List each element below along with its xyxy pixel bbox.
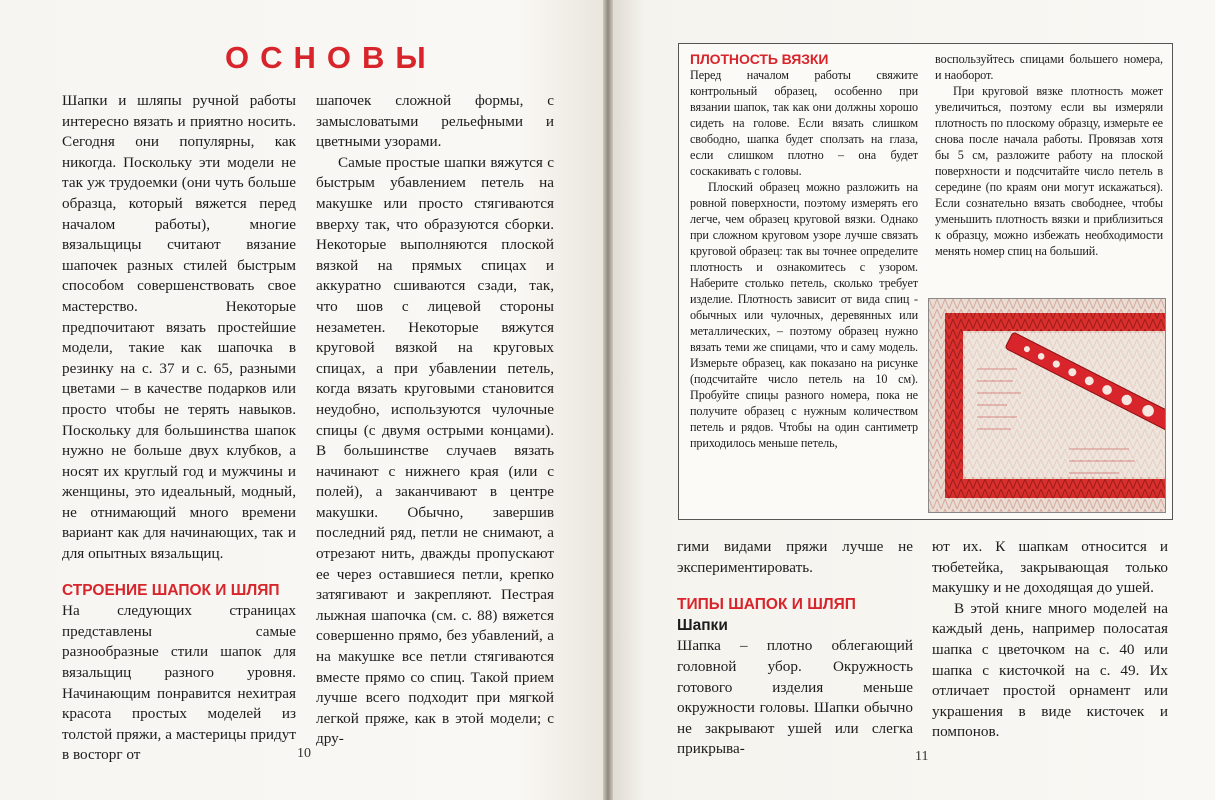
paragraph: При круговой вязке плотность может увеличиться, поэтому если вы измеряли плотность по плоскому образцу, измерьте ее снова после начала работы. Провязав хотя бы 5 см, разложите работу на плоской поверхности и подсчитайте число петель в середине (по краям они могут искажаться). Если сознательно вязать свободнее, чтобы уменьшить плотность вязки и приблизиться к образцу, можно избежать необходимости менять номер спиц на больший.: [935, 84, 1163, 258]
section-heading: СТРОЕНИЕ ШАПОК И ШЛЯП: [62, 581, 280, 599]
paragraph: Самые простые шапки вяжутся с быстрым убавлением петель на макушке или просто стягиваются вверху так, что образуются сборки. Некоторые выполняются плоской вязкой на прямых спицах и аккуратно сшиваются сзади, так, что шов с лицевой стороны незаметен. Некоторые вяжутся круговой вязкой на круговых спицах, а при убавлении петель, когда вязать круговыми становится неудобно, используются чулочные спицы (с двумя острыми концами). В большинстве случаев вязать начинают с нижнего края (или с полей), а заканчивают в центре макушки. Обычно, завершив последний ряд, петли не снимают, а отрезают нить, дважды пропускают ее через оставшиеся петли, крепко затягивают и закрепляют. Пестрая лыжная шапочка (см. с. 88) вяжется совершенно прямо, без убавлений, а на макушке все петли стягиваются вместе прямо со спиц. Такой прием лучше всего подходит при мягкой легкой пряже, как в этой модели; с дру-: [316, 153, 554, 748]
box-title: ПЛОТНОСТЬ ВЯЗКИ: [690, 51, 829, 67]
book-spine: [603, 0, 613, 800]
section-heading: ТИПЫ ШАПОК И ШЛЯП: [677, 596, 856, 614]
paragraph: На следующих страницах представлены самые разнообразные стили шапок для вязальщиц разного уровня. Начинающим понравится нехитрая красота простых моделей из толстой пряжи, а мастерицы придут в восторг от: [62, 602, 296, 764]
box-column-1: [690, 51, 918, 451]
paragraph: В этой книге много моделей на каждый день, например полосатая шапка с цветочком на с. 40 или шапка с кисточкой на с. 49. Их отличает простой орнамент или украшения в виде кисточек и помпонов.: [932, 599, 1168, 741]
paragraph: ют их. К шапкам относится и тюбетейка, закрывающая только макушку и не доходящая до ушей.: [932, 538, 1168, 597]
page-title: ОСНОВЫ: [225, 40, 437, 75]
right-column-1: [677, 537, 913, 760]
page-number: 11: [915, 749, 929, 764]
sub-heading: Шапки: [677, 616, 728, 634]
paragraph: Шапка – плотно облегающий головной убор. Окружность готового изделия меньше окружности головы. Шапки обычно не закрывают ушей или слегка прикрыва-: [677, 637, 913, 758]
left-column-2: [316, 91, 554, 750]
left-column-1: [62, 91, 296, 766]
paragraph: Шапки и шляпы ручной работы интересно вязать и приятно носить. Сегодня они популярны, как никогда. Поскольку эти модели не так уж трудоемки (они чуть больше образца, который вяжется перед началом работы), многие вязальщицы считают вязание шапочек разных стилей быстрым способом совершенствовать свое мастерство. Некоторые предпочитают вязать простейшие модели, такие как шапочка в резинку на с. 37 и с. 65, разными цветами – в качестве подарков или просто чтобы не терять навыков. Поскольку для большинства шапок нужно не больше двух клубков, а носят их круглый год и мужчины и женщины, это идеальный, модный, не отнимающий много времени вариант как для начинающих, так и для опытных вязальщиц.: [62, 92, 296, 563]
paragraph: Перед началом работы свяжите контрольный образец, особенно при вязании шапок, так как они должны хорошо сидеть на голове. Если вязать слишком свободно, шапка будет сползать на глаза, если слишком плотно – она будет соскакивать с головы.: [690, 68, 918, 178]
paragraph: воспользуйтесь спицами большего номера, и наоборот.: [935, 52, 1163, 82]
box-column-2: [935, 51, 1163, 259]
page-number: 10: [297, 746, 311, 761]
paragraph: шапочек сложной формы, с замысловатыми рельефными и цветными узорами.: [316, 92, 554, 151]
paragraph: гими видами пряжи лучше не экспериментировать.: [677, 538, 913, 576]
right-column-2: [932, 537, 1168, 743]
paragraph: Плоский образец можно разложить на ровной поверхности, поэтому измерять его легче, чем образец круговой вязки. Однако при сложном круговом узоре лучше связать круговой образец: так вы точнее определите плотность и ознакомитесь с узором. Наберите столько петель, сколько требует изделие. Плотность зависит от вида спиц - обычных или чулочных, деревянных или металлических, – поэтому образец нужно вязать теми же спицами, что и саму модель. Измерьте образец, как показано на рисунке (подсчитайте число петель на 10 см). Пробуйте спицы разного номера, пока не получите образец с нужным количеством петель и рядов. Чтобы на один сантиметр приходилось меньше петель,: [690, 180, 918, 450]
gauge-swatch-illustration: [928, 298, 1166, 513]
